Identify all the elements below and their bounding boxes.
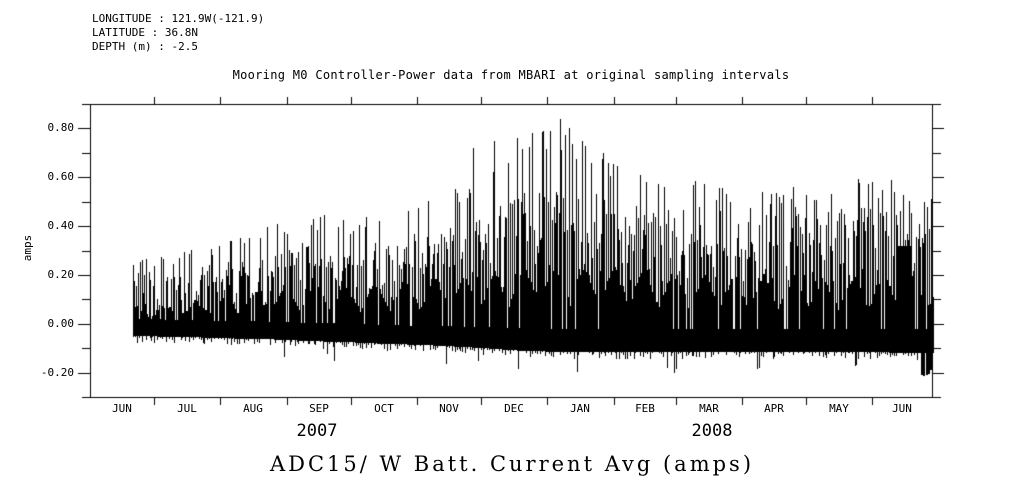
x-axis-year-label: 2008 (691, 421, 733, 441)
x-tick-label-month: MAY (829, 402, 849, 415)
x-tick-label-month: APR (764, 402, 784, 415)
x-tick-label-month: SEP (309, 402, 329, 415)
y-tick-label: 0.40 (47, 219, 74, 232)
x-tick-label-month: JAN (570, 402, 590, 415)
y-axis-label: amps (21, 234, 34, 262)
x-axis-year-label: 2007 (296, 421, 338, 441)
x-tick-label-month: JUN (112, 402, 132, 415)
y-tick-label: 0.00 (47, 317, 74, 330)
y-tick-label: 0.20 (47, 268, 74, 281)
y-tick-label: 0.60 (47, 170, 74, 183)
x-tick-label-month: DEC (504, 402, 524, 415)
series-title: ADC15/ W Batt. Current Avg (amps) (269, 452, 755, 476)
plot-title: Mooring M0 Controller-Power data from MBARI at original sampling intervals (232, 68, 790, 82)
x-tick-label-month: NOV (439, 402, 459, 415)
x-tick-label-month: OCT (374, 402, 394, 415)
x-tick-label-month: FEB (635, 402, 655, 415)
x-tick-label-month: JUN (892, 402, 912, 415)
header-longitude: LONGITUDE : 121.9W(-121.9) (92, 12, 265, 25)
y-tick-label: 0.80 (47, 121, 74, 134)
x-tick-label-month: JUL (177, 402, 197, 415)
x-tick-label-month: AUG (243, 402, 263, 415)
y-tick-label: -0.20 (40, 366, 74, 379)
x-tick-label-month: MAR (699, 402, 719, 415)
header-depth: DEPTH (m) : -2.5 (92, 40, 198, 53)
header-latitude: LATITUDE : 36.8N (92, 26, 198, 39)
